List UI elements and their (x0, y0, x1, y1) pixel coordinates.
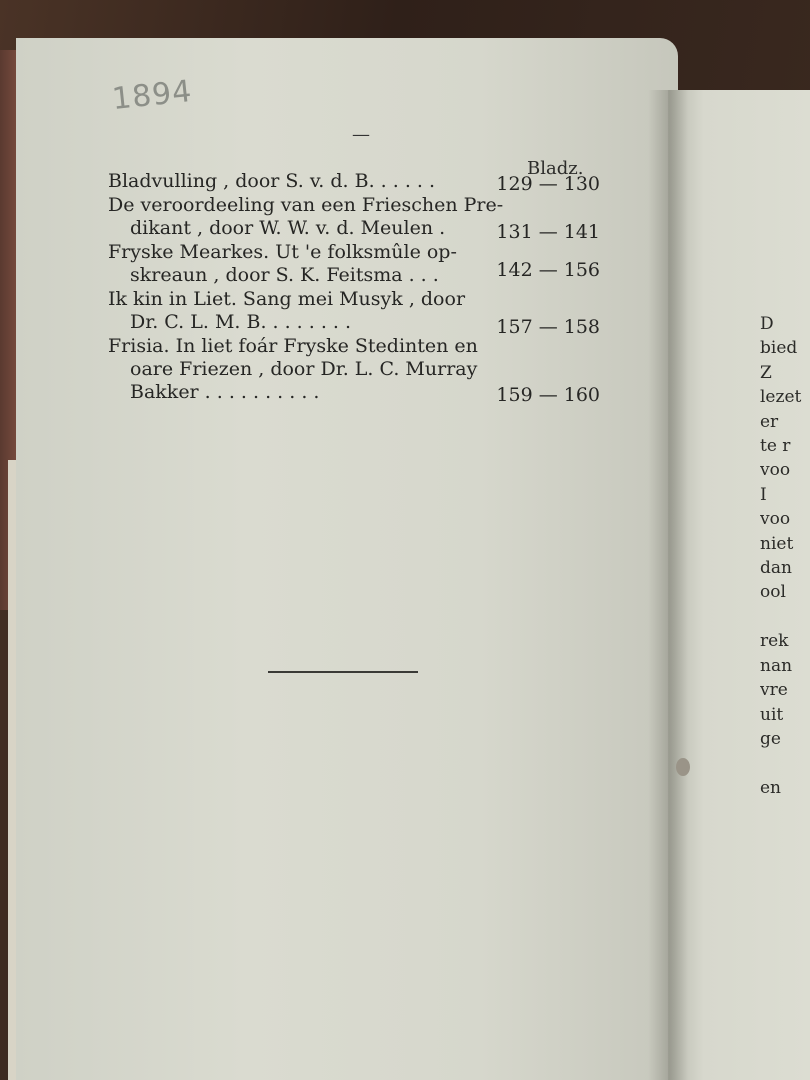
section-divider-rule (268, 671, 418, 673)
right-page-fragment: lezet (760, 387, 802, 408)
right-page-fragment: dan (760, 558, 792, 579)
toc-entry-line: Dr. C. L. M. B. . . . . . . . (130, 311, 352, 333)
toc-entry-line: Bakker . . . . . . . . . . (130, 381, 320, 403)
right-page-fragment: voo (760, 460, 791, 481)
toc-entry-line: skreaun , door S. K. Feitsma . . . (130, 264, 439, 286)
toc-entry (108, 170, 608, 193)
table-of-contents (108, 170, 608, 404)
right-page-fragment: er (760, 411, 779, 432)
right-page-text (760, 312, 810, 800)
toc-entry (108, 335, 608, 404)
right-page-fragment: niet (760, 533, 794, 554)
right-page-fragment: Z (760, 362, 772, 383)
right-page-fragment: nan (760, 655, 793, 676)
right-page-fragment: ge (760, 728, 781, 749)
right-page-fragment: rek (760, 631, 789, 652)
toc-entry (108, 288, 608, 338)
right-page-fragment: voo (760, 509, 791, 530)
toc-entry-line: Frisia. In liet foár Fryske Stedinten en (108, 335, 478, 357)
toc-entry-line: Ik kin in Liet. Sang mei Musyk , door (108, 288, 466, 310)
toc-entry (108, 194, 608, 243)
toc-entry-line: dikant , door W. W. v. d. Meulen . (130, 217, 446, 239)
toc-entry-line: De veroordeeling van een Frieschen Pre- (108, 194, 504, 216)
handwritten-year-note: 1894 (110, 73, 194, 118)
toc-entry-pages: 131 — 141 (496, 221, 600, 243)
toc-entry-pages: 157 — 158 (496, 316, 600, 338)
right-page-fragment: uit (760, 704, 784, 725)
book-gutter (648, 90, 688, 1080)
right-page-fragment (760, 605, 810, 629)
toc-entry-line: Fryske Mearkes. Ut 'e folksmûle op- (108, 241, 457, 263)
toc-entry-line: oare Friezen , door Dr. L. C. Murray (130, 358, 478, 380)
toc-entry-pages: 142 — 156 (496, 259, 600, 281)
page-marker: — (352, 124, 370, 145)
right-page-fragment: bied (760, 338, 798, 359)
toc-entry (108, 241, 608, 287)
right-page-fragment: ool (760, 582, 786, 603)
pages-column-header: Bladz. (527, 158, 584, 179)
right-page-fragment (760, 751, 810, 775)
right-page-fragment: en (760, 777, 782, 798)
right-page-fragment: D (760, 314, 774, 334)
toc-entry-pages: 129 — 130 (496, 173, 600, 195)
toc-entry-pages: 159 — 160 (496, 384, 600, 406)
right-page-fragment: te r (760, 436, 791, 457)
right-page-fragment: I (760, 484, 767, 505)
toc-entry-line: Bladvulling , door S. v. d. B. . . . . . (108, 170, 436, 192)
right-page-fragment: vre (760, 680, 788, 701)
page-damage-mark (676, 758, 690, 776)
